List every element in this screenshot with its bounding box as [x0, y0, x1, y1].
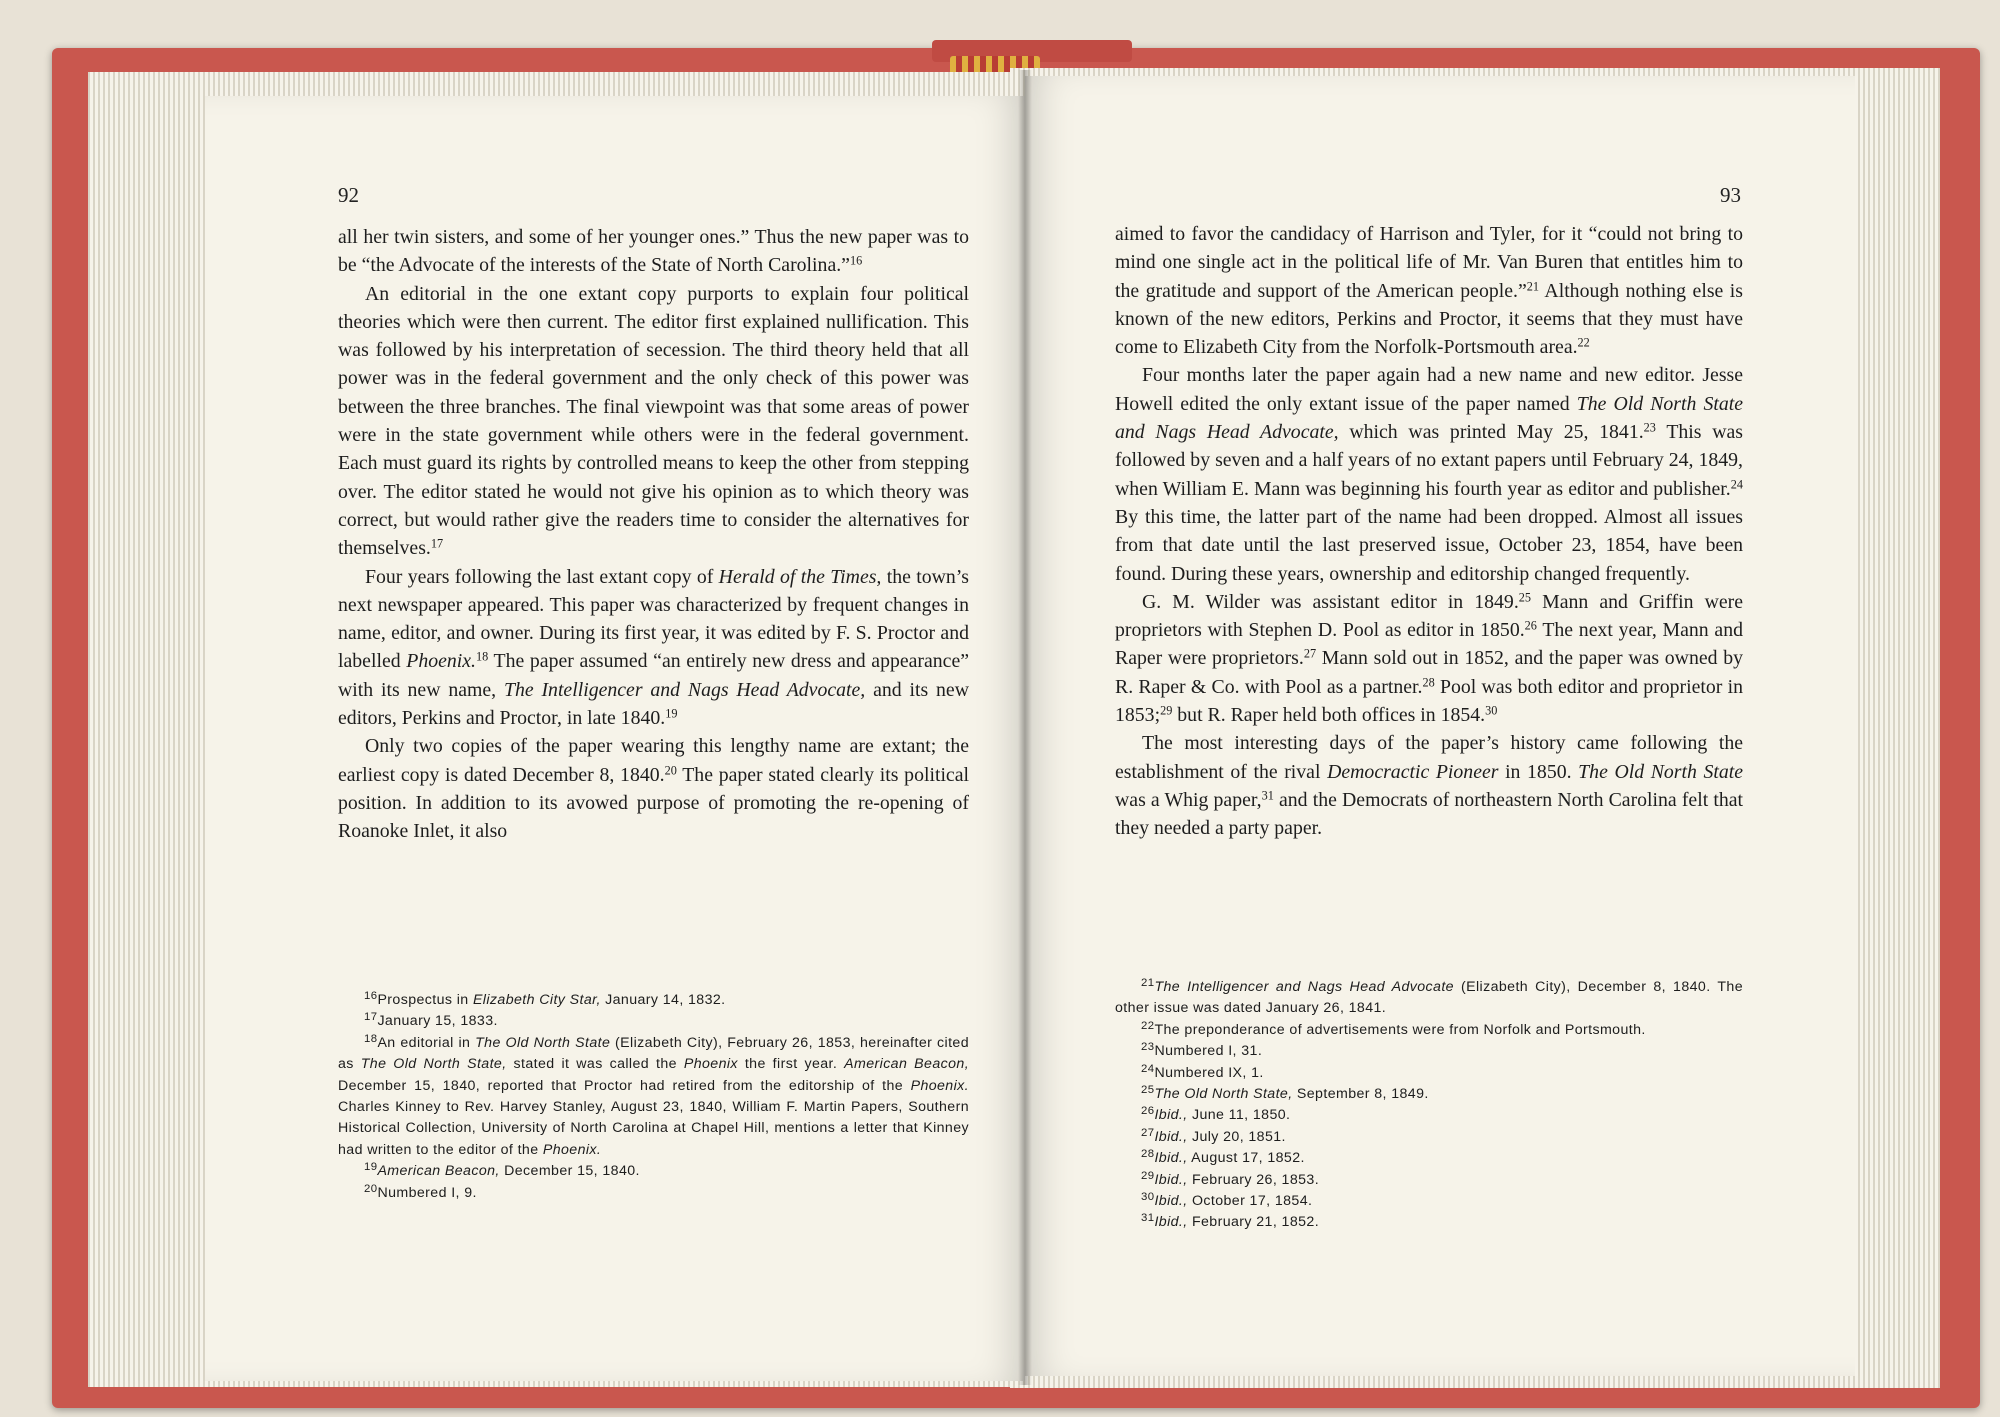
- page-number-left: 92: [338, 183, 359, 207]
- page-number-right: 93: [1720, 183, 1741, 207]
- footnote-24: $^{24}$Numbered IX, 1.: [1141, 1062, 1264, 1081]
- footnote-30: $^{30}$Ibid., October 17, 1854.: [1141, 1190, 1313, 1210]
- right-page-body: [1115, 220, 1743, 843]
- paragraph: Four years following the last extant copy of Herald of the Times, the town’s next newspaper appeared. This paper was characterized by frequent changes in name, editor, and owner. During its first year, it was edited by F. S. Proctor and labelled Phoenix.$^{18}$ The paper assumed “an entirely new dress and appearance” with its new name, The Intelligencer and Nags Head Advocate, and its new editors, Perkins and Proctor, in late 1840.19: [338, 565, 970, 730]
- footnote-22: $^{22}$The preponderance of advertisements were from Norfolk and Portsmouth.: [1141, 1019, 1646, 1038]
- paragraph: aimed to favor the candidacy of Harrison and Tyler, for it “could not bring to mind one single act in the political life of Mr. Van Buren that entitles him to the gratitude and support of the American people.”$^{21}$ Although nothing else is known of the new editors, Perkins and Proctor, it seems that they must have come to Elizabeth City from the Norfolk-Portsmouth area.$^{22}$: [1115, 223, 1743, 359]
- footnote-28: $^{28}$Ibid., August 17, 1852.: [1141, 1148, 1305, 1167]
- footnote-25: $^{25}$The Old North State, September 8, 1849.: [1141, 1083, 1429, 1103]
- paragraph: G. M. Wilder was assistant editor in 1849.25 Mann and Griffin were proprietors with Stephen D. Pool as editor in 1850.26 The next year, Mann and Raper were proprietors.$^{27}$ Mann sold out in 1852, and the paper was owned by R. Raper & Co. with Pool as a partner.$^{28}$ Pool was both editor and proprietor in 1853;$^{29}$ but R. Raper held both offices in 1854.30: [1115, 590, 1744, 727]
- paragraph: An editorial in the one extant copy purports to explain four political theories which were then current. The editor first explained nullification. This was followed by his interpretation of secession. The third theory held that all power was in the federal government and the only check of this power was between the three branches. The final viewpoint was that some areas of power were in the state government while others were in the federal government. Each must guard its rights by controlled means to keep the other from stepping over. The editor stated he would not give his opinion as to which theory was correct, but would rather give the readers time to consider the alternatives for themselves.$^{17}$: [338, 282, 969, 560]
- right-footnotes: [1115, 977, 1743, 1234]
- footnote-31: $^{31}$Ibid., February 21, 1852.: [1141, 1212, 1320, 1231]
- footnote-17: $^{17}$January 15, 1833.: [364, 1011, 498, 1030]
- footnote-26: $^{26}$Ibid., June 11, 1850.: [1141, 1105, 1291, 1124]
- paragraph: The most interesting days of the paper’s history came following the establishment of the rival Democractic Pioneer in 1850. The Old North State was a Whig paper,$^{31}$ and the Democrats of northeastern North Carolina felt that they needed a party paper.: [1115, 732, 1744, 840]
- footnote-16: $^{16}$Prospectus in Elizabeth City Star, January 14, 1832.: [364, 989, 726, 1008]
- footnote-19: $^{19}$American Beacon, December 15, 1840.: [364, 1161, 640, 1180]
- gutter-shadow: [1018, 70, 1032, 1385]
- footnote-18: $^{18}$An editorial in The Old North State (Elizabeth City), February 26, 1853, hereinafter cited as The Old North State, stated it was called the Phoenix the first year. American Beacon, December 15, 1840, reported that Proctor had retired from the editorship of the Phoenix. Charles Kinney to Rev. Harvey Stanley, August 23, 1840, William F. Martin Papers, Southern Historical Collection, University of North Carolina at Chapel Hill, mentions a letter that Kinney had written to the editor of the Phoenix.: [338, 1032, 970, 1158]
- paragraph: all her twin sisters, and some of her younger ones.” Thus the new paper was to be “the Advocate of the interests of the State of North Carolina.”$^{16}$: [338, 226, 969, 277]
- footnote-20: $^{20}$Numbered I, 9.: [364, 1182, 477, 1201]
- left-page-body: [338, 223, 969, 846]
- footnote-27: $^{27}$Ibid., July 20, 1851.: [1141, 1126, 1286, 1145]
- footnote-21: $^{21}$The Intelligencer and Nags Head Advocate (Elizabeth City), December 8, 1840. The other issue was dated January 26, 1841.: [1115, 976, 1743, 1017]
- left-footnotes: [338, 990, 969, 1204]
- paragraph: Four months later the paper again had a new name and new editor. Jesse Howell edited the only extant issue of the paper named The Old North State and Nags Head Advocate, which was printed May 25, 1841.23 This was followed by seven and a half years of no extant papers until February 24, 1849, when William E. Mann was beginning his fourth year as editor and publisher.$^{24}$ By this time, the latter part of the name had been dropped. Almost all issues from that date until the last preserved issue, October 23, 1854, have been found. During these years, ownership and editorship changed frequently.: [1115, 364, 1744, 585]
- footnote-29: $^{29}$Ibid., February 26, 1853.: [1141, 1169, 1320, 1188]
- paragraph: Only two copies of the paper wearing this lengthy name are extant; the earliest copy is dated December 8, 1840.20 The paper stated clearly its political position. In addition to its avowed purpose of promoting the re-opening of Roanoke Inlet, it also: [338, 735, 969, 843]
- footnote-23: $^{23}$Numbered I, 31.: [1141, 1041, 1263, 1060]
